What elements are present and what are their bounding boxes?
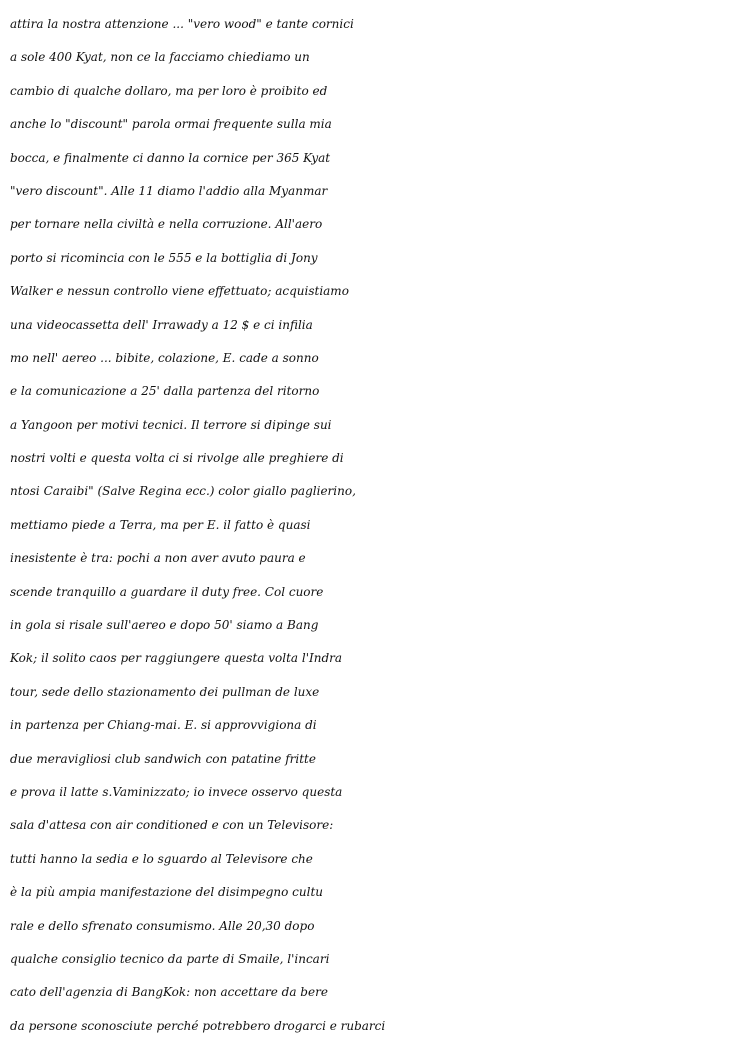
text-line: rale e dello sfrenato consumismo. Alle 20,30 dopo xyxy=(10,918,315,933)
text-line: "vero discount". Alle 11 diamo l'addio alla Myanmar xyxy=(10,183,328,198)
text-line: scende tranquillo a guardare il duty free. Col cuore xyxy=(10,584,324,599)
text-line: sala d'attesa con air conditioned e con un Televisore: xyxy=(10,818,334,833)
text-line: attira la nostra attenzione ... "vero wood" e tante cornici xyxy=(10,17,354,31)
text-line: porto si ricomincia con le 555 e la bottiglia di Jony xyxy=(10,250,318,265)
text-line: è la più ampia manifestazione del disimpegno cultu xyxy=(10,885,324,900)
text-line: in partenza per Chiang-mai. E. si approvvigiona di xyxy=(10,718,317,733)
text-line: tour, sede dello stazionamento dei pullman de luxe xyxy=(10,684,320,699)
text-line: nostri volti e questa volta ci si rivolge alle preghiere di xyxy=(10,451,344,466)
text-line: inesistente è tra: pochi a non aver avuto paura e xyxy=(10,551,306,566)
text-line: due meravigliosi club sandwich con patatine fritte xyxy=(10,751,316,766)
text-line: mettiamo piede a Terra, ma per E. il fatto è quasi xyxy=(10,517,311,532)
text-line: bocca, e finalmente ci danno la cornice per 365 Kyat xyxy=(10,150,331,165)
text-line: a sole 400 Kyat, non ce la facciamo chiediamo un xyxy=(10,50,310,65)
text-line: in gola si risale sull'aereo e dopo 50' siamo a Bang xyxy=(10,618,319,633)
text-line: e prova il latte s.Vaminizzato; io invece osservo questa xyxy=(10,784,343,799)
text-line: una videocassetta dell' Irrawady a 12 $ e ci infilia xyxy=(10,317,313,332)
text-line: tutti hanno la sedia e lo sguardo al Televisore che xyxy=(10,851,313,866)
text-line: cato dell'agenzia di BangKok: non accettare da bere xyxy=(10,985,328,1000)
text-line: Walker e nessun controllo viene effettuato; acquistiamo xyxy=(10,284,349,299)
text-line: a Yangoon per motivi tecnici. Il terrore si dipinge sui xyxy=(10,417,332,432)
text-line: da persone sconosciute perché potrebbero drogarci e rubarci xyxy=(10,1018,386,1033)
text-line: qualche consiglio tecnico da parte di Smaile, l'incari xyxy=(10,951,330,966)
text-line: mo nell' aereo ... bibite, colazione, E. cade a sonno xyxy=(10,350,319,365)
text-line: ntosi Caraibi" (Salve Regina ecc.) color giallo paglierino, xyxy=(10,484,356,499)
text-line: anche lo "discount" parola ormai frequente sulla mia xyxy=(10,117,332,132)
text-line: Kok; il solito caos per raggiungere questa volta l'Indra xyxy=(10,651,343,666)
handwritten-text-body xyxy=(10,8,730,1043)
text-line: e la comunicazione a 25' dalla partenza del ritorno xyxy=(10,384,320,399)
text-line: per tornare nella civiltà e nella corruzione. All'aero xyxy=(10,217,323,232)
text-line: cambio di qualche dollaro, ma per loro è proibito ed xyxy=(10,83,328,98)
